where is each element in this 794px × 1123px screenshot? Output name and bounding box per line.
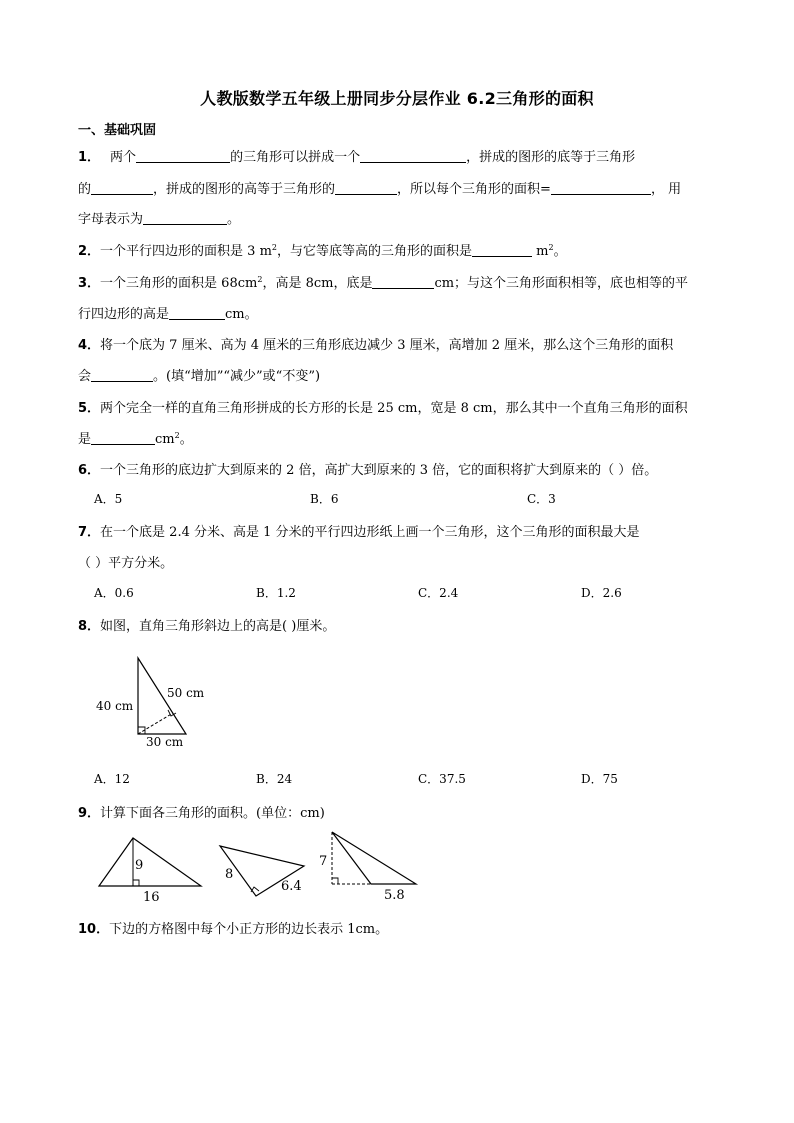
right-triangle-figure	[90, 650, 220, 750]
question-10: 10．下边的方格图中每个小正方形的边长表示 1cm。	[78, 922, 389, 937]
question-1-line-3: 字母表示为 。	[78, 212, 241, 227]
question-9: 9．计算下面各三角形的面积。(单位：cm)	[78, 806, 325, 821]
option-d[interactable]: D．75	[581, 772, 618, 786]
section-heading: 一、基础巩固	[78, 123, 157, 138]
question-5-line-1: 5．两个完全一样的直角三角形拼成的长方形的长是 25 cm，宽是 8 cm，那么其中一个直角三角形的面积	[78, 401, 688, 416]
question-7-line-2: （ ）平方分米。	[78, 556, 174, 571]
option-b[interactable]: B．1.2	[256, 586, 296, 600]
question-3-line-1: 3．一个三角形的面积是 $68cm^2$，高是 8cm，底是 cm；与这个三角形面积相等，底也相等的平	[78, 275, 689, 291]
option-d[interactable]: D．2.6	[581, 586, 622, 600]
label-base: 16	[143, 890, 160, 904]
triangle-figure-2	[218, 838, 310, 898]
page-title: 人教版数学五年级上册同步分层作业 6.2三角形的面积	[200, 89, 594, 108]
answer-blank[interactable]	[136, 150, 230, 163]
question-2: 2．一个平行四边形的面积是 3 $m^2$，与它等底等高的三角形的面积是 $m^2$。	[78, 243, 567, 259]
label-leg-bottom: 30 cm	[146, 735, 184, 749]
question-1-line-1: 1． 两个 的三角形可以拼成一个 ，拼成的图形的底等于三角形	[78, 150, 636, 165]
answer-blank[interactable]	[169, 307, 225, 320]
question-3-line-2: 行四边形的高是 cm。	[78, 307, 258, 322]
answer-blank[interactable]	[91, 182, 153, 195]
triangle-figure-3	[316, 828, 424, 906]
triangle-figure-1	[95, 832, 205, 904]
question-4-line-1: 4．将一个底为 7 厘米、高为 4 厘米的三角形底边减少 3 厘米，高增加 2 厘米，那么这个三角形的面积	[78, 338, 674, 353]
option-b[interactable]: B．6	[310, 492, 339, 506]
question-8: 8．如图，直角三角形斜边上的高是( )厘米。	[78, 619, 336, 634]
option-c[interactable]: C．3	[527, 492, 556, 506]
label-hypotenuse: 50 cm	[167, 686, 205, 700]
question-5-line-2: 是 $cm^2$。	[78, 431, 193, 447]
answer-blank[interactable]	[372, 276, 434, 289]
label-side-a: 8	[225, 867, 234, 882]
answer-blank[interactable]	[143, 212, 227, 225]
label-height: 7	[319, 854, 328, 869]
option-c[interactable]: C．37.5	[418, 772, 466, 786]
label-height: 9	[135, 858, 144, 873]
label-leg-left: 40 cm	[96, 699, 134, 713]
answer-blank[interactable]	[551, 182, 651, 195]
option-a[interactable]: A．0.6	[94, 586, 134, 600]
answer-blank[interactable]	[91, 432, 155, 445]
question-6: 6．一个三角形的底边扩大到原来的 2 倍，高扩大到原来的 3 倍，它的面积将扩大到原来的（ ）倍。	[78, 463, 658, 478]
option-c[interactable]: C．2.4	[418, 586, 459, 600]
label-side-b: 6.4	[281, 879, 302, 894]
option-a[interactable]: A．12	[94, 772, 130, 786]
answer-blank[interactable]	[360, 150, 466, 163]
answer-blank[interactable]	[91, 369, 153, 382]
question-7-line-1: 7．在一个底是 2.4 分米、高是 1 分米的平行四边形纸上画一个三角形，这个三角形的面积最大是	[78, 525, 640, 540]
option-b[interactable]: B．24	[256, 772, 293, 786]
question-1-line-2: 的 ，拼成的图形的高等于三角形的 ，所以每个三角形的面积= ， 用	[78, 182, 682, 197]
answer-blank[interactable]	[472, 244, 532, 257]
question-4-line-2: 会 。(填“增加”“减少”或“不变”)	[78, 369, 321, 384]
label-base: 5.8	[384, 888, 405, 903]
answer-blank[interactable]	[335, 182, 397, 195]
option-a[interactable]: A．5	[94, 492, 123, 506]
